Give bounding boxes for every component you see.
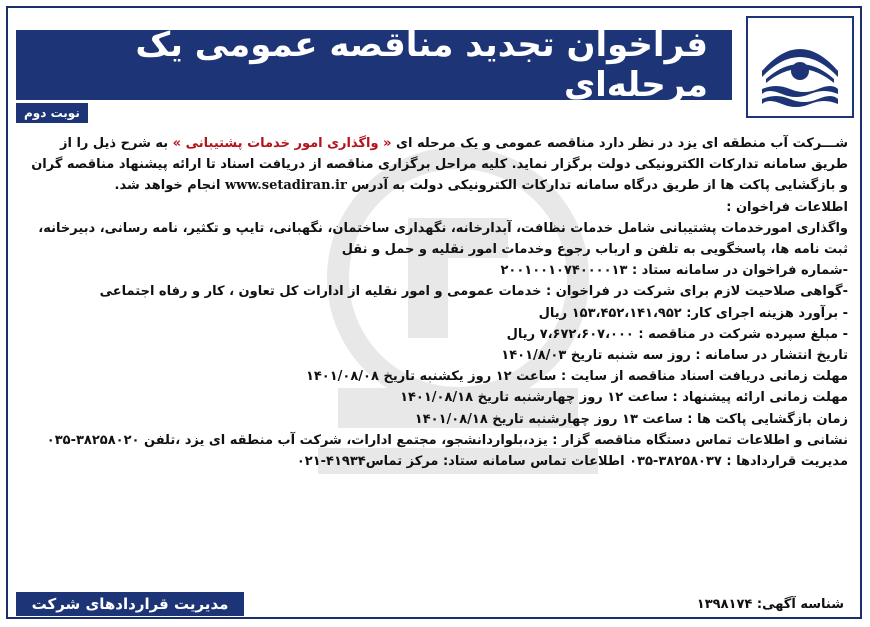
intro-line-3 (22, 175, 848, 196)
intro-text-end: انجام خواهد شد. (114, 178, 225, 194)
publish-date: تاریخ انتشار در سامانه : روز سه شنبه تاریخ ۱۴۰۱/۸/۰۳ (501, 348, 848, 364)
intro-text: و بازگشایی پاکت ها از طریق درگاه سامانه تدارکات الکترونیکی دولت به آدرس (346, 178, 848, 194)
intro-text-end: به شرح ذیل را از (60, 136, 173, 151)
service-title-highlight: « واگذاری امور خدمات پشتیبانی » (172, 136, 392, 151)
document-deadline: مهلت زمانی دریافت اسناد مناقصه از سایت : ساعت ۱۲ روز یکشنبه تاریخ ۱۴۰۱/۰۸/۰۸ (305, 369, 848, 385)
opening-time: زمان بازگشایی پاکت ها : ساعت ۱۳ روز چهارشنبه تاریخ ۱۴۰۱/۰۸/۱۸ (414, 411, 848, 427)
cost-estimate: - برآورد هزینه اجرای کار: ۱۵۳،۴۵۲،۱۴۱،۹۵۲ ریال (538, 305, 848, 321)
intro-text: شـــرکت آب منطقه ای یزد در نظر دارد مناقصه عمومی و یک مرحله ای (391, 136, 848, 151)
intro-line-1 (22, 133, 848, 154)
ad-id: شناسه آگهی: ۱۳۹۸۱۷۴ (696, 597, 844, 612)
page-title: فراخوان تجدید مناقصه عمومی یک مرحله‌ای (135, 25, 708, 105)
title-banner (16, 25, 732, 105)
round-badge (16, 103, 88, 123)
logo-box (746, 16, 854, 118)
scope-line-1: واگذاری امورخدمات پشتیبانی شامل خدمات نظافت، آبدارخانه، نگهداری ساختمان، نگهبانی، تایپ و تکثیر، نامه رسانی، دبیرخانه، (38, 220, 848, 236)
tender-number: -شماره فراخوان در سامانه ستاد : ۲۰۰۱۰۰۱۰۷۴۰۰۰۰۱۳ (500, 263, 848, 279)
department-badge (16, 592, 244, 616)
info-heading: اطلاعات فراخوان : (726, 199, 848, 215)
setadiran-link[interactable]: www.setadiran.ir (224, 178, 347, 194)
qualification: -گواهی صلاحیت لازم برای شرکت در فراخوان : خدمات عمومی و امور نقلیه از ادارات کل تعاون ، کار و رفاه اجتماعی (99, 284, 848, 300)
advertisement-frame (6, 6, 862, 619)
scope-line-2: ثبت نامه ها، پاسخگویی به تلفن و ارباب رجوع وخدمات امور نقلیه و حمل و نقل (341, 242, 848, 258)
contact-address: نشانی و اطلاعات تماس دستگاه مناقصه گزار : یزد،بلواردانشجو، مجتمع ادارات، شرکت آب منطقه ای یزد ،تلفن ۳۸۲۵۸۰۲۰-۰۳۵ (46, 432, 848, 448)
bid-deposit: - مبلغ سپرده شرکت در مناقصه : ۷،۶۷۲،۶۰۷،۰۰۰ ریال (506, 326, 848, 342)
bid-deadline: مهلت زمانی ارائه پیشنهاد : ساعت ۱۲ روز چهارشنبه تاریخ ۱۴۰۱/۰۸/۱۸ (400, 390, 848, 406)
header (8, 8, 860, 120)
regional-water-company-logo-icon (756, 23, 844, 111)
round-label: نوبت دوم (24, 106, 80, 120)
announcement-body (22, 133, 848, 472)
department-label: مدیریت قراردادهای شرکت (31, 595, 229, 613)
contact-phones: مدیریت قراردادها : ۳۸۲۵۸۰۳۷-۰۳۵ اطلاعات تماس سامانه ستاد: مرکز تماس۴۱۹۳۴-۰۲۱ (296, 454, 848, 470)
intro-line-2: طریق سامانه تدارکات الکترونیکی دولت برگزار نماید. کلیه مراحل برگزاری مناقصه از دریافت اسناد تا ارائه پیشنهاد مناقصه گران (31, 157, 848, 173)
